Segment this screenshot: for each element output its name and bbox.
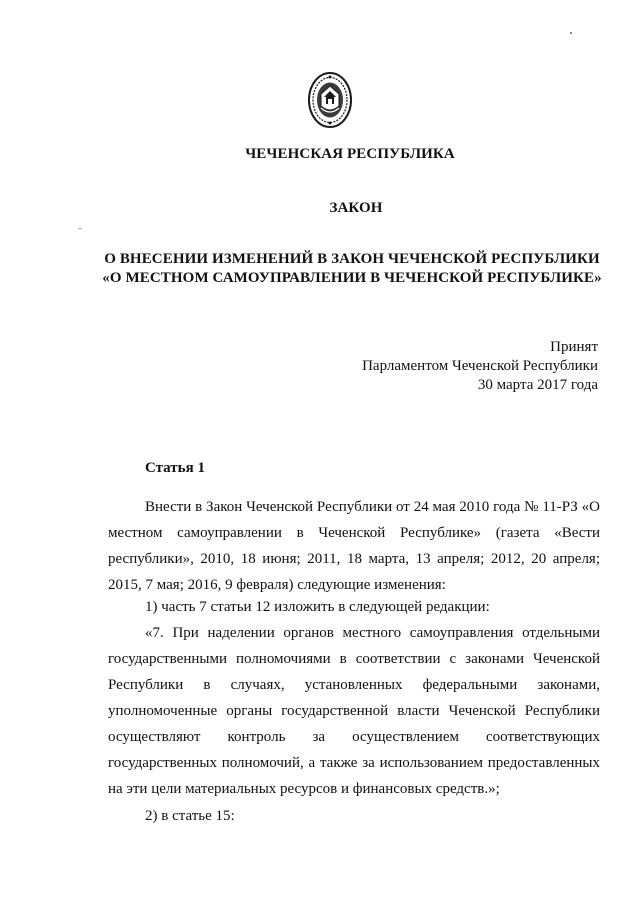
article-title: Статья 1 <box>145 460 205 476</box>
scan-speck <box>78 228 82 229</box>
document-type-heading: ЗАКОН <box>329 200 383 216</box>
adoption-body: Парламентом Чеченской Республики <box>362 358 598 374</box>
adoption-note <box>362 338 598 395</box>
article-paragraph-intro: Внести в Закон Чеченской Республики от 24 мая 2010 года № 11-РЗ «О местном самоуправлении в Чеченской Республике» (газета «Вести республики», 2010, 18 июня; 2011, 18 марта, 13 апреля; 2012, 20 апреля; 2015, 7 мая; 2016, 9 февраля) следующие изменения: <box>108 499 600 593</box>
country-heading: ЧЕЧЕНСКАЯ РЕСПУБЛИКА <box>245 146 455 162</box>
adoption-date: 30 марта 2017 года <box>477 377 598 393</box>
article-paragraph-item-2: 2) в статье 15: <box>145 808 235 824</box>
scan-speck <box>570 32 572 34</box>
law-title <box>32 250 640 288</box>
article-paragraph-item-1: 1) часть 7 статьи 12 изложить в следующей редакции: <box>145 599 490 615</box>
law-title-line-2: «О МЕСТНОМ САМОУПРАВЛЕНИИ В ЧЕЧЕНСКОЙ РЕСПУБЛИКЕ» <box>102 270 602 286</box>
coat-of-arms-icon <box>307 70 353 130</box>
article-paragraph-quote: «7. При наделении органов местного самоуправления отдельными государственными полномочиями в соответствии с законами Чеченской Республики в случаях, установленных федеральными законами, уполномоченные органы государственной власти Чеченской Республики осуществляют контроль за осуществлением соответствующих государственных полномочий, а также за использованием предоставленных на эти цели материальных ресурсов и финансовых средств.»; <box>108 625 600 797</box>
law-title-line-1: О ВНЕСЕНИИ ИЗМЕНЕНИЙ В ЗАКОН ЧЕЧЕНСКОЙ РЕСПУБЛИКИ <box>104 251 600 267</box>
adoption-status: Принят <box>550 339 598 355</box>
